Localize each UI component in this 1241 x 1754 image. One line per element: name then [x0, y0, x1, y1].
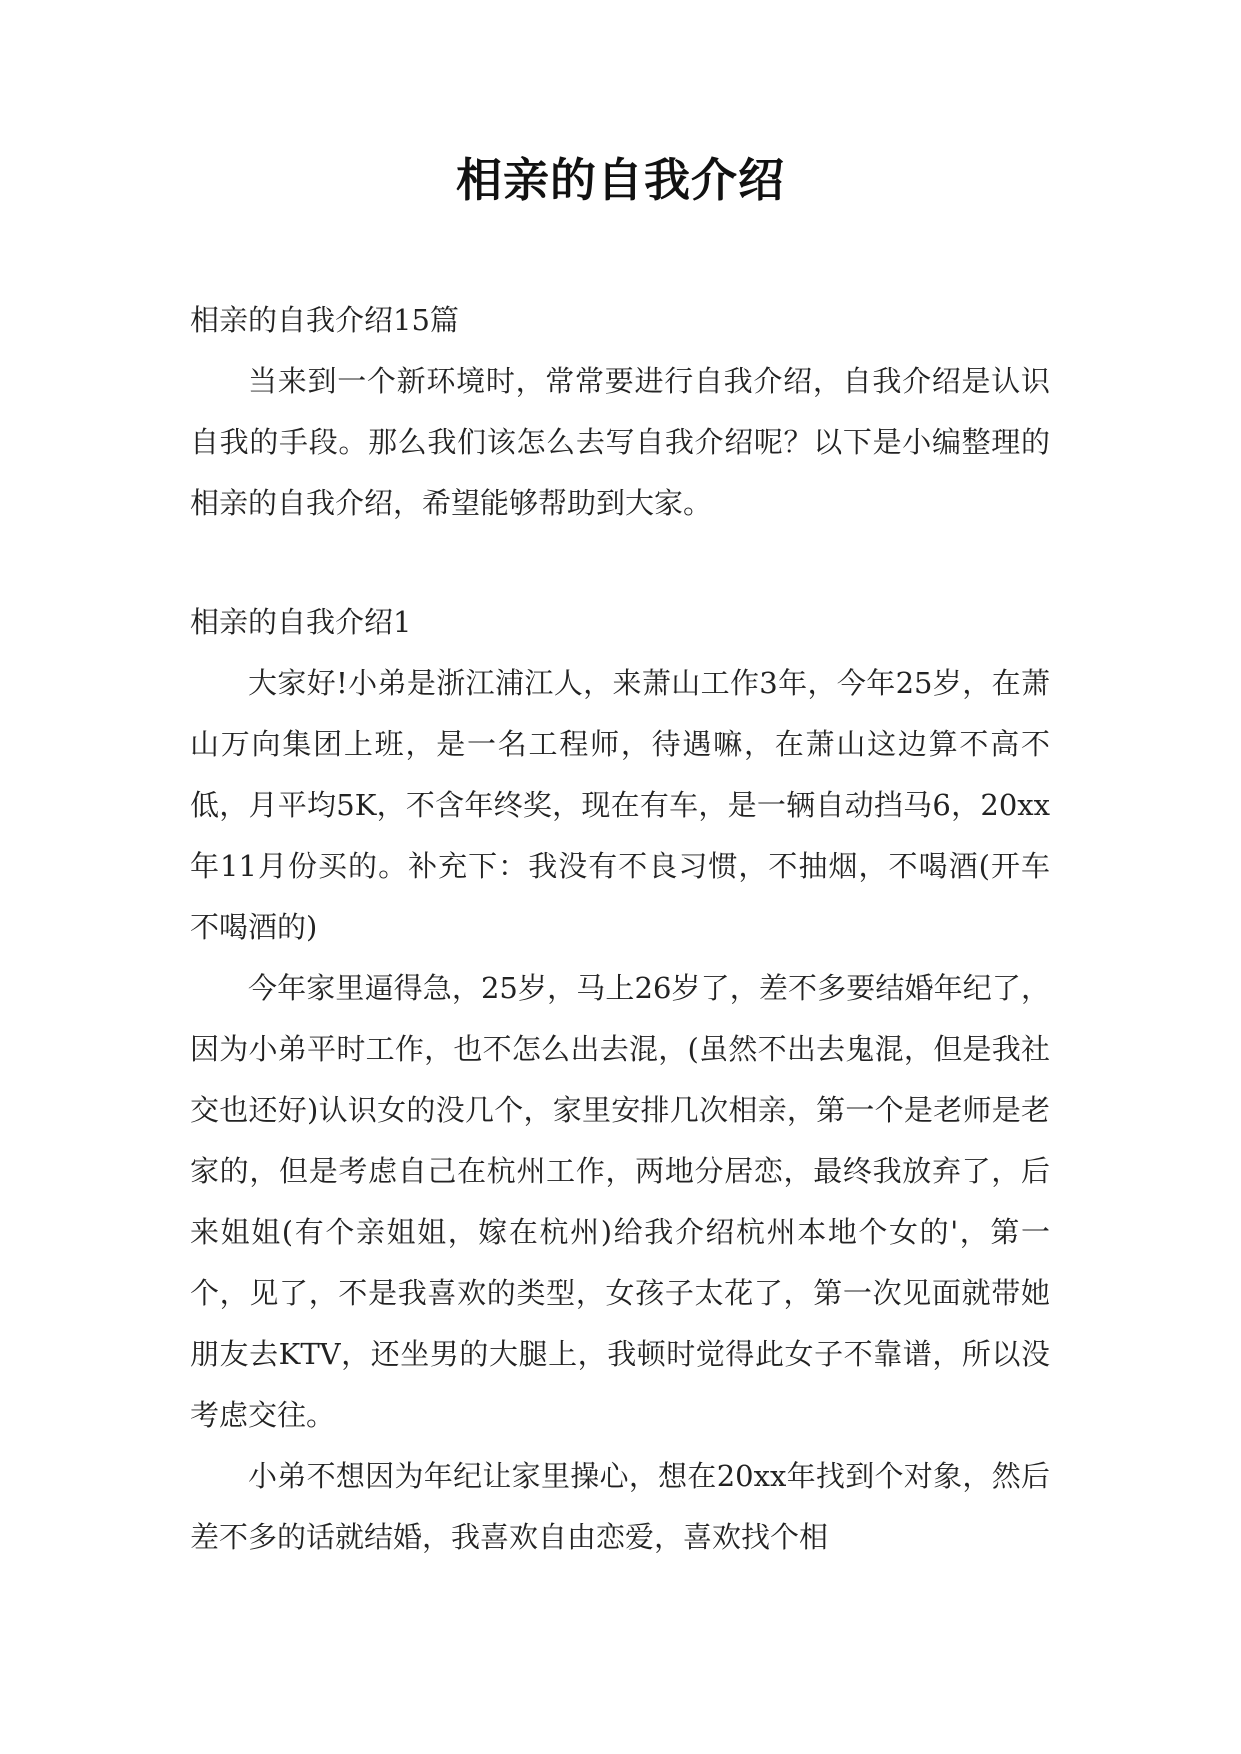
document-subtitle: 相亲的自我介绍15篇: [190, 303, 459, 337]
document-body: [190, 290, 1050, 1568]
section-heading: 相亲的自我介绍1: [190, 605, 412, 639]
document-title: 相亲的自我介绍: [456, 153, 785, 207]
section-paragraph: 小弟不想因为年纪让家里操心，想在20xx年找到个对象，然后差不多的话就结婚，我喜欢自由恋爱，喜欢找个相: [190, 1459, 1050, 1554]
intro-paragraph: 当来到一个新环境时，常常要进行自我介绍，自我介绍是认识自我的手段。那么我们该怎么去写自我介绍呢？以下是小编整理的相亲的自我介绍，希望能够帮助到大家。: [190, 364, 1050, 520]
section-paragraph: 今年家里逼得急，25岁，马上26岁了，差不多要结婚年纪了，因为小弟平时工作，也不怎么出去混，(虽然不出去鬼混，但是我社交也还好)认识女的没几个，家里安排几次相亲，第一个是老师是老家的，但是考虑自己在杭州工作，两地分居恋，最终我放弃了，后来姐姐(有个亲姐姐，嫁在杭州)给我介绍杭州本地个女的'，第一个，见了，不是我喜欢的类型，女孩子太花了，第一次见面就带她朋友去KTV，还坐男的大腿上，我顿时觉得此女子不靠谱，所以没考虑交往。: [190, 971, 1050, 1432]
section-paragraph: 大家好!小弟是浙江浦江人，来萧山工作3年，今年25岁，在萧山万向集团上班，是一名工程师，待遇嘛，在萧山这边算不高不低，月平均5K，不含年终奖，现在有车，是一辆自动挡马6，20xx年11月份买的。补充下：我没有不良习惯，不抽烟，不喝酒(开车不喝酒的): [190, 666, 1050, 944]
